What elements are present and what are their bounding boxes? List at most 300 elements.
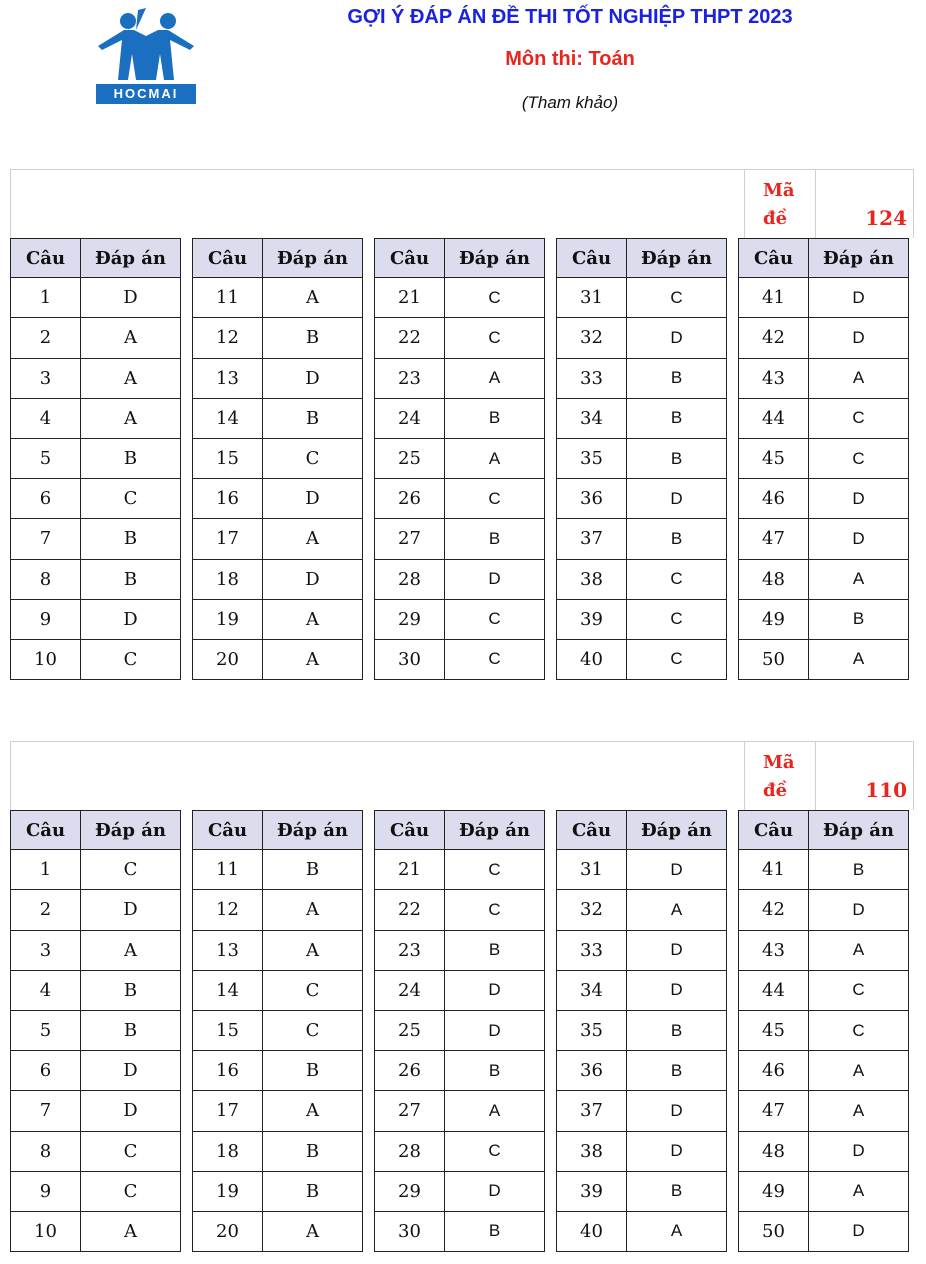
answer-value: D (445, 1172, 545, 1212)
table-row (10, 1212, 181, 1252)
question-number: 11 (192, 278, 263, 318)
question-number: 19 (192, 1172, 263, 1212)
question-number: 42 (738, 890, 809, 930)
table-row (192, 890, 363, 930)
answer-value: D (809, 1132, 909, 1172)
table-row (374, 931, 545, 971)
question-number: 32 (556, 890, 627, 930)
question-number: 33 (556, 359, 627, 399)
table-row (192, 560, 363, 600)
answer-value: D (81, 1091, 181, 1131)
table-row (556, 439, 727, 479)
question-number: 3 (10, 931, 81, 971)
page-title: GỢI Ý ĐÁP ÁN ĐỀ THI TỐT NGHIỆP THPT 2023 (347, 6, 793, 28)
table-row (192, 1091, 363, 1131)
question-number: 45 (738, 1011, 809, 1051)
question-number: 39 (556, 600, 627, 640)
answer-table-124 (10, 169, 914, 680)
answer-value: C (809, 1011, 909, 1051)
answer-value: B (627, 1051, 727, 1091)
table-row (10, 359, 181, 399)
answer-block-1 (10, 810, 181, 1252)
answer-value: A (809, 359, 909, 399)
table-row (556, 1051, 727, 1091)
column-header-answer: Đáp án (81, 810, 181, 850)
question-number: 40 (556, 1212, 627, 1252)
column-header-question: Câu (10, 238, 81, 278)
table-row (738, 318, 909, 358)
answer-value: A (263, 278, 363, 318)
exam-code-label (744, 742, 816, 810)
answer-value: A (809, 640, 909, 680)
table-row (192, 278, 363, 318)
answer-value: B (81, 971, 181, 1011)
question-number: 20 (192, 640, 263, 680)
question-number: 18 (192, 1132, 263, 1172)
answer-value: C (445, 600, 545, 640)
table-row (374, 1132, 545, 1172)
answer-value: B (627, 1172, 727, 1212)
question-number: 45 (738, 439, 809, 479)
table-row (192, 1051, 363, 1091)
question-number: 13 (192, 931, 263, 971)
table-row (738, 1132, 909, 1172)
table-row (374, 890, 545, 930)
question-number: 32 (556, 318, 627, 358)
table-row (374, 479, 545, 519)
question-number: 16 (192, 1051, 263, 1091)
table-row (374, 560, 545, 600)
question-number: 36 (556, 479, 627, 519)
table-row (556, 1172, 727, 1212)
table-row (192, 519, 363, 559)
question-number: 38 (556, 560, 627, 600)
answer-value: D (81, 890, 181, 930)
question-number: 6 (10, 479, 81, 519)
table-row (10, 399, 181, 439)
table-row (738, 890, 909, 930)
answer-value: B (627, 1011, 727, 1051)
question-number: 29 (374, 600, 445, 640)
question-number: 27 (374, 519, 445, 559)
question-number: 9 (10, 600, 81, 640)
column-header-answer: Đáp án (809, 238, 909, 278)
table-row (374, 399, 545, 439)
table-row (10, 931, 181, 971)
question-number: 19 (192, 600, 263, 640)
answer-value: A (81, 931, 181, 971)
answer-value: A (263, 1091, 363, 1131)
table-row (10, 1051, 181, 1091)
answer-value: C (809, 971, 909, 1011)
answer-value: B (263, 1132, 363, 1172)
table-row (738, 1212, 909, 1252)
table-row (192, 931, 363, 971)
table-row (374, 1011, 545, 1051)
answer-value: C (445, 890, 545, 930)
question-number: 22 (374, 890, 445, 930)
column-header-question: Câu (738, 810, 809, 850)
answer-block-5 (738, 810, 909, 1252)
table-row (738, 1091, 909, 1131)
answer-value: A (81, 399, 181, 439)
question-number: 2 (10, 318, 81, 358)
column-header-question: Câu (556, 810, 627, 850)
answer-value: B (81, 439, 181, 479)
answer-value: A (263, 1212, 363, 1252)
table-row (556, 600, 727, 640)
table-row (192, 600, 363, 640)
table-row (192, 850, 363, 890)
answer-value: C (81, 479, 181, 519)
question-number: 7 (10, 519, 81, 559)
answer-value: A (809, 1091, 909, 1131)
table-row (10, 439, 181, 479)
table-row (192, 318, 363, 358)
question-number: 34 (556, 971, 627, 1011)
answer-value: D (445, 560, 545, 600)
answer-value: C (445, 479, 545, 519)
table-row (738, 1011, 909, 1051)
answer-value: C (627, 640, 727, 680)
question-number: 5 (10, 439, 81, 479)
table-row (192, 439, 363, 479)
answer-value: B (263, 1051, 363, 1091)
answer-block-5 (738, 238, 909, 680)
answer-value: A (445, 359, 545, 399)
question-number: 39 (556, 1172, 627, 1212)
table-row (556, 479, 727, 519)
exam-code-label (744, 170, 816, 238)
answer-value: D (809, 519, 909, 559)
question-number: 46 (738, 479, 809, 519)
answer-value: C (263, 971, 363, 1011)
table-row (10, 890, 181, 930)
question-number: 13 (192, 359, 263, 399)
answer-value: A (809, 1172, 909, 1212)
answer-value: C (445, 318, 545, 358)
exam-code-label-line1: Mã (763, 180, 795, 201)
question-number: 33 (556, 931, 627, 971)
exam-code-value: 110 (865, 778, 907, 802)
answer-value: D (627, 850, 727, 890)
answer-value: C (627, 278, 727, 318)
question-number: 24 (374, 971, 445, 1011)
table-row (374, 1172, 545, 1212)
question-number: 38 (556, 1132, 627, 1172)
table-row (374, 640, 545, 680)
column-header-answer: Đáp án (263, 810, 363, 850)
question-number: 42 (738, 318, 809, 358)
answer-block-2 (192, 810, 363, 1252)
column-header-answer: Đáp án (627, 238, 727, 278)
answer-value: B (627, 399, 727, 439)
answer-value: A (81, 318, 181, 358)
answer-value: A (809, 931, 909, 971)
column-header-answer: Đáp án (809, 810, 909, 850)
answer-value: B (445, 1212, 545, 1252)
question-number: 20 (192, 1212, 263, 1252)
column-header-question: Câu (192, 810, 263, 850)
question-number: 25 (374, 1011, 445, 1051)
table-row (192, 640, 363, 680)
answer-value: D (263, 359, 363, 399)
table-row (738, 971, 909, 1011)
question-number: 3 (10, 359, 81, 399)
answer-value: D (81, 600, 181, 640)
question-number: 30 (374, 1212, 445, 1252)
table-row (374, 318, 545, 358)
table-row (738, 600, 909, 640)
table-row (556, 1011, 727, 1051)
question-number: 12 (192, 890, 263, 930)
question-number: 7 (10, 1091, 81, 1131)
question-number: 14 (192, 971, 263, 1011)
answer-block-1 (10, 238, 181, 680)
two-people-logo-icon (96, 8, 196, 84)
table-row (374, 600, 545, 640)
answer-value: C (627, 600, 727, 640)
question-number: 47 (738, 1091, 809, 1131)
answer-block-4 (556, 238, 727, 680)
question-number: 40 (556, 640, 627, 680)
table-row (374, 359, 545, 399)
question-number: 43 (738, 359, 809, 399)
question-number: 17 (192, 1091, 263, 1131)
question-number: 5 (10, 1011, 81, 1051)
table-row (738, 560, 909, 600)
table-row (374, 1212, 545, 1252)
answer-value: D (263, 560, 363, 600)
answer-value: B (263, 850, 363, 890)
column-header-question: Câu (556, 238, 627, 278)
subject-title: Môn thi: Toán (505, 48, 635, 70)
table-row (556, 519, 727, 559)
answer-value: C (263, 439, 363, 479)
answer-value: D (263, 479, 363, 519)
answer-value: C (81, 850, 181, 890)
answer-value: D (627, 479, 727, 519)
column-header-question: Câu (192, 238, 263, 278)
table-row (374, 278, 545, 318)
table-row (10, 850, 181, 890)
table-row (10, 640, 181, 680)
answer-value: B (809, 850, 909, 890)
answer-block-3 (374, 810, 545, 1252)
table-row (10, 1172, 181, 1212)
exam-code-row (10, 741, 914, 810)
answer-value: A (81, 359, 181, 399)
table-row (738, 479, 909, 519)
answer-value: D (809, 278, 909, 318)
answer-value: C (445, 278, 545, 318)
answer-value: D (809, 479, 909, 519)
answer-value: B (81, 560, 181, 600)
answer-value: C (809, 399, 909, 439)
answer-value: D (445, 1011, 545, 1051)
answer-value: D (627, 931, 727, 971)
answer-value: B (81, 1011, 181, 1051)
question-number: 29 (374, 1172, 445, 1212)
question-number: 27 (374, 1091, 445, 1131)
question-number: 18 (192, 560, 263, 600)
column-header-question: Câu (10, 810, 81, 850)
table-row (10, 560, 181, 600)
question-number: 26 (374, 1051, 445, 1091)
question-number: 44 (738, 971, 809, 1011)
answer-value: A (263, 600, 363, 640)
question-number: 23 (374, 931, 445, 971)
answer-value: C (809, 439, 909, 479)
table-row (192, 1212, 363, 1252)
answer-value: B (263, 399, 363, 439)
answer-value: B (263, 1172, 363, 1212)
question-number: 30 (374, 640, 445, 680)
table-row (374, 519, 545, 559)
question-number: 43 (738, 931, 809, 971)
exam-code-value: 124 (865, 206, 907, 230)
table-row (556, 640, 727, 680)
column-header-answer: Đáp án (445, 810, 545, 850)
question-number: 4 (10, 971, 81, 1011)
answer-value: D (81, 278, 181, 318)
table-row (738, 399, 909, 439)
question-number: 41 (738, 278, 809, 318)
column-header-answer: Đáp án (445, 238, 545, 278)
question-number: 10 (10, 1212, 81, 1252)
question-number: 28 (374, 1132, 445, 1172)
table-row (556, 1132, 727, 1172)
question-number: 50 (738, 640, 809, 680)
answer-value: D (445, 971, 545, 1011)
answer-value: B (809, 600, 909, 640)
table-row (738, 850, 909, 890)
table-row (738, 640, 909, 680)
answer-value: D (809, 1212, 909, 1252)
question-number: 15 (192, 1011, 263, 1051)
table-row (556, 318, 727, 358)
column-header-question: Câu (374, 238, 445, 278)
answer-table-110 (10, 741, 914, 1252)
table-row (374, 1091, 545, 1131)
question-number: 12 (192, 318, 263, 358)
table-row (556, 359, 727, 399)
table-row (10, 278, 181, 318)
question-number: 14 (192, 399, 263, 439)
answer-value: D (627, 1132, 727, 1172)
question-number: 49 (738, 1172, 809, 1212)
answer-value: C (445, 1132, 545, 1172)
answer-value: B (81, 519, 181, 559)
answer-value: D (627, 318, 727, 358)
table-row (10, 971, 181, 1011)
exam-code-label-line2: đề (763, 208, 788, 229)
question-number: 1 (10, 278, 81, 318)
question-number: 37 (556, 519, 627, 559)
reference-note: (Tham khảo) (521, 93, 619, 112)
exam-code-label-line1: Mã (763, 752, 795, 773)
question-number: 8 (10, 1132, 81, 1172)
question-number: 47 (738, 519, 809, 559)
table-row (374, 971, 545, 1011)
answer-value: D (627, 1091, 727, 1131)
answer-value: C (81, 1172, 181, 1212)
answer-value: A (263, 890, 363, 930)
table-row (10, 479, 181, 519)
question-number: 8 (10, 560, 81, 600)
column-header-answer: Đáp án (627, 810, 727, 850)
answer-value: A (263, 640, 363, 680)
table-row (374, 1051, 545, 1091)
question-number: 17 (192, 519, 263, 559)
exam-code-row (10, 169, 914, 238)
table-row (10, 318, 181, 358)
question-number: 35 (556, 439, 627, 479)
table-row (556, 399, 727, 439)
table-row (738, 278, 909, 318)
table-row (192, 479, 363, 519)
table-row (556, 560, 727, 600)
question-number: 46 (738, 1051, 809, 1091)
table-row (192, 399, 363, 439)
answer-value: D (809, 318, 909, 358)
question-number: 21 (374, 850, 445, 890)
question-number: 41 (738, 850, 809, 890)
table-row (738, 519, 909, 559)
answer-value: B (445, 519, 545, 559)
table-row (10, 1132, 181, 1172)
answer-value: D (809, 890, 909, 930)
answer-value: C (445, 850, 545, 890)
table-row (738, 359, 909, 399)
answer-value: C (445, 640, 545, 680)
question-number: 44 (738, 399, 809, 439)
question-number: 23 (374, 359, 445, 399)
column-header-question: Câu (374, 810, 445, 850)
answer-value: D (627, 971, 727, 1011)
exam-code-label-line2: đề (763, 780, 788, 801)
table-row (556, 850, 727, 890)
answer-value: A (809, 560, 909, 600)
logo-text: HOCMAI (96, 84, 196, 104)
answer-value: B (263, 318, 363, 358)
question-number: 25 (374, 439, 445, 479)
answer-value: A (445, 1091, 545, 1131)
question-number: 48 (738, 1132, 809, 1172)
column-header-answer: Đáp án (81, 238, 181, 278)
question-number: 35 (556, 1011, 627, 1051)
question-number: 49 (738, 600, 809, 640)
table-row (192, 359, 363, 399)
table-row (192, 971, 363, 1011)
table-row (556, 1091, 727, 1131)
question-number: 34 (556, 399, 627, 439)
answer-value: D (81, 1051, 181, 1091)
question-number: 21 (374, 278, 445, 318)
answer-value: B (445, 1051, 545, 1091)
table-row (192, 1172, 363, 1212)
column-header-answer: Đáp án (263, 238, 363, 278)
table-row (10, 1091, 181, 1131)
answer-block-3 (374, 238, 545, 680)
question-number: 16 (192, 479, 263, 519)
question-number: 26 (374, 479, 445, 519)
answer-value: B (445, 931, 545, 971)
table-row (738, 1172, 909, 1212)
answer-value: B (445, 399, 545, 439)
answer-value: A (445, 439, 545, 479)
answer-value: C (81, 640, 181, 680)
